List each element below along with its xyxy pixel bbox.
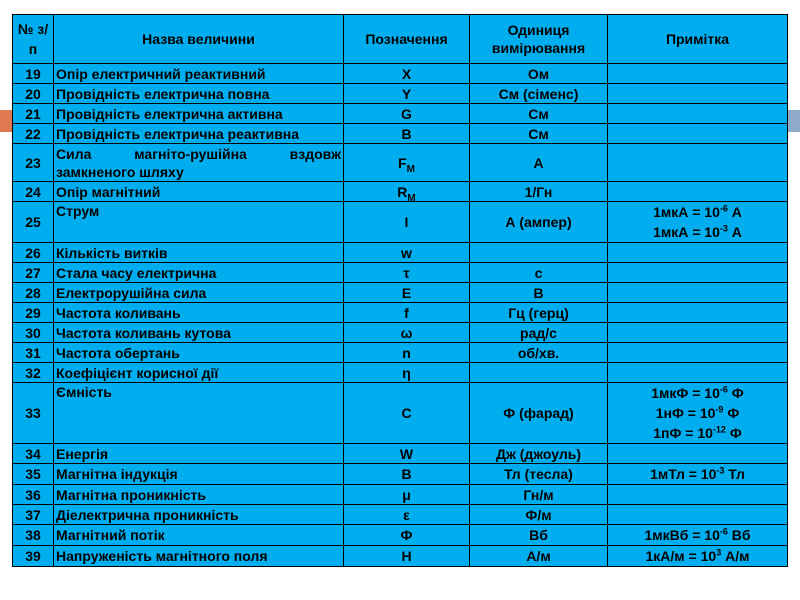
cell-unit xyxy=(470,243,608,263)
cell-symbol xyxy=(344,444,470,464)
table-row xyxy=(13,84,788,104)
note-line xyxy=(610,525,785,545)
cell-unit: об/хв. xyxy=(470,343,608,363)
cell-number: 31 xyxy=(13,343,54,363)
cell-unit: Тл (тесла) xyxy=(470,464,608,485)
cell-note xyxy=(608,182,788,202)
symbol-text: Ф xyxy=(400,527,413,543)
symbol-text: F xyxy=(398,154,407,171)
symbol-text: μ xyxy=(402,486,411,503)
cell-number: 38 xyxy=(13,525,54,546)
cell-unit xyxy=(470,363,608,383)
table-row xyxy=(13,444,788,464)
table-row xyxy=(13,323,788,343)
cell-unit: А/м xyxy=(470,546,608,567)
cell-symbol xyxy=(344,464,470,485)
symbol-text: G xyxy=(401,105,412,122)
cell-symbol xyxy=(344,303,470,323)
cell-number: 29 xyxy=(13,303,54,323)
cell-unit: Гц (герц) xyxy=(470,303,608,323)
note-suffix: А/м xyxy=(721,548,750,564)
note-exponent: 3 xyxy=(716,547,722,558)
note-suffix: А xyxy=(727,224,742,240)
note-line xyxy=(610,403,785,423)
cell-unit: См xyxy=(470,124,608,144)
cell-note xyxy=(608,104,788,124)
note-line xyxy=(610,383,785,403)
cell-unit: Гн/м xyxy=(470,485,608,505)
symbol-text: f xyxy=(404,304,409,321)
note-exponent: -6 xyxy=(719,526,728,537)
symbol-text: Y xyxy=(401,85,412,102)
cell-symbol xyxy=(344,363,470,383)
symbol-text: ε xyxy=(403,506,410,523)
cell-number: 28 xyxy=(13,283,54,303)
note-exponent: -3 xyxy=(719,223,728,234)
cell-name: Магнітний потік xyxy=(54,525,344,546)
cell-symbol xyxy=(344,505,470,525)
symbol-text: w xyxy=(401,244,412,261)
note-base: 1мкА = 10 xyxy=(653,204,720,220)
cell-number: 27 xyxy=(13,263,54,283)
table-row xyxy=(13,64,788,84)
table-row xyxy=(13,505,788,525)
cell-note xyxy=(608,303,788,323)
cell-symbol xyxy=(344,263,470,283)
note-base: 1нФ = 10 xyxy=(655,405,716,421)
cell-number: 36 xyxy=(13,485,54,505)
cell-symbol xyxy=(344,144,470,182)
cell-number: 37 xyxy=(13,505,54,525)
symbol-text: ω xyxy=(400,324,413,341)
header-unit: Одиниця вимірювання xyxy=(470,15,608,64)
cell-symbol xyxy=(344,104,470,124)
note-exponent: -3 xyxy=(716,465,725,476)
decorative-accent-right xyxy=(786,110,800,132)
header-symbol: Позначення xyxy=(344,15,470,64)
cell-name: Частота коливань xyxy=(54,303,344,323)
note-suffix: Вб xyxy=(727,527,751,543)
cell-name: Опір електричний реактивний xyxy=(54,64,344,84)
cell-number: 21 xyxy=(13,104,54,124)
table-row xyxy=(13,343,788,363)
cell-name: Магнітна індукція xyxy=(54,464,344,485)
note-line xyxy=(610,423,785,443)
cell-symbol xyxy=(344,124,470,144)
symbol-subscript: M xyxy=(407,192,416,204)
cell-note xyxy=(608,464,788,485)
cell-name: Частота обертань xyxy=(54,343,344,363)
cell-number: 32 xyxy=(13,363,54,383)
cell-unit: Ом xyxy=(470,64,608,84)
note-suffix: Тл xyxy=(724,466,745,482)
table-row xyxy=(13,243,788,263)
cell-note xyxy=(608,283,788,303)
note-exponent: -12 xyxy=(712,424,726,435)
cell-name: Електрорушійна сила xyxy=(54,283,344,303)
cell-note xyxy=(608,383,788,444)
table-row xyxy=(13,182,788,202)
cell-number: 24 xyxy=(13,182,54,202)
cell-number: 33 xyxy=(13,383,54,444)
cell-symbol xyxy=(344,182,470,202)
cell-note xyxy=(608,505,788,525)
cell-symbol xyxy=(344,323,470,343)
cell-unit: Ф (фарад) xyxy=(470,383,608,444)
symbol-text: R xyxy=(397,183,408,200)
cell-number: 22 xyxy=(13,124,54,144)
note-line xyxy=(610,464,785,484)
cell-note xyxy=(608,343,788,363)
cell-note xyxy=(608,323,788,343)
table-row xyxy=(13,283,788,303)
note-base: 1пФ = 10 xyxy=(653,425,713,441)
cell-symbol xyxy=(344,485,470,505)
cell-name: Коефіцієнт корисної дії xyxy=(54,363,344,383)
cell-name: Ємність xyxy=(54,383,344,444)
cell-unit: Дж (джоуль) xyxy=(470,444,608,464)
symbol-text: η xyxy=(402,364,411,381)
note-line xyxy=(610,546,785,566)
cell-note xyxy=(608,144,788,182)
cell-unit: В xyxy=(470,283,608,303)
cell-note xyxy=(608,444,788,464)
cell-name: Кількість витків xyxy=(54,243,344,263)
symbol-text: W xyxy=(399,445,414,462)
cell-symbol xyxy=(344,243,470,263)
cell-note xyxy=(608,64,788,84)
note-suffix: Ф xyxy=(727,385,744,401)
cell-unit: с xyxy=(470,263,608,283)
cell-unit: См xyxy=(470,104,608,124)
cell-name: Опір магнітний xyxy=(54,182,344,202)
cell-note xyxy=(608,263,788,283)
cell-unit: А (ампер) xyxy=(470,202,608,243)
header-name: Назва величини xyxy=(54,15,344,64)
note-base: 1мкФ = 10 xyxy=(651,385,720,401)
cell-unit: 1/Гн xyxy=(470,182,608,202)
note-suffix: Ф xyxy=(725,425,742,441)
note-suffix: Ф xyxy=(723,405,740,421)
table-row xyxy=(13,144,788,182)
cell-name: Стала часу електрична xyxy=(54,263,344,283)
cell-unit: Вб xyxy=(470,525,608,546)
cell-unit: A xyxy=(470,144,608,182)
cell-symbol xyxy=(344,64,470,84)
table-row xyxy=(13,485,788,505)
note-line xyxy=(610,202,785,222)
symbol-text: B xyxy=(401,466,412,482)
cell-note xyxy=(608,84,788,104)
cell-symbol xyxy=(344,202,470,243)
cell-number: 39 xyxy=(13,546,54,567)
note-base: 1мТл = 10 xyxy=(650,466,717,482)
note-exponent: -6 xyxy=(719,203,728,214)
cell-symbol xyxy=(344,283,470,303)
table-row xyxy=(13,546,788,567)
symbol-text: B xyxy=(401,125,412,142)
cell-note xyxy=(608,243,788,263)
symbol-text: n xyxy=(402,344,411,361)
note-base: 1мкВб = 10 xyxy=(644,527,720,543)
cell-name: Енергія xyxy=(54,444,344,464)
cell-name: Сила магніто-рушійна вздовж замкненого шляху xyxy=(54,144,344,182)
cell-number: 34 xyxy=(13,444,54,464)
table-row xyxy=(13,383,788,444)
table-row xyxy=(13,263,788,283)
note-exponent: -6 xyxy=(719,384,728,395)
table-header-row xyxy=(13,15,788,64)
cell-name: Магнітна проникність xyxy=(54,485,344,505)
header-number: № з/п xyxy=(13,15,54,64)
cell-symbol xyxy=(344,343,470,363)
cell-unit: См (сіменс) xyxy=(470,84,608,104)
cell-name: Діелектрична проникність xyxy=(54,505,344,525)
cell-number: 30 xyxy=(13,323,54,343)
cell-note xyxy=(608,546,788,567)
cell-number: 23 xyxy=(13,144,54,182)
note-base: 1мкА = 10 xyxy=(653,224,720,240)
cell-number: 25 xyxy=(13,202,54,243)
symbol-text: H xyxy=(401,548,412,564)
symbol-text: X xyxy=(401,65,412,82)
symbol-text: E xyxy=(401,284,412,301)
cell-note xyxy=(608,124,788,144)
table-body xyxy=(13,64,788,567)
note-line xyxy=(610,222,785,242)
cell-number: 26 xyxy=(13,243,54,263)
cell-name: Частота коливань кутова xyxy=(54,323,344,343)
table-row xyxy=(13,124,788,144)
cell-symbol xyxy=(344,525,470,546)
cell-name: Струм xyxy=(54,202,344,243)
cell-note xyxy=(608,525,788,546)
cell-symbol xyxy=(344,546,470,567)
cell-symbol xyxy=(344,84,470,104)
table-row xyxy=(13,303,788,323)
cell-note xyxy=(608,485,788,505)
symbol-text: I xyxy=(404,214,409,230)
table-row xyxy=(13,464,788,485)
cell-unit: Ф/м xyxy=(470,505,608,525)
cell-note xyxy=(608,363,788,383)
cell-name: Провідність електрична реактивна xyxy=(54,124,344,144)
symbol-text: C xyxy=(401,405,412,421)
symbol-text: τ xyxy=(403,264,410,281)
table-row xyxy=(13,104,788,124)
cell-name: Провідність електрична активна xyxy=(54,104,344,124)
table-row xyxy=(13,363,788,383)
quantities-table xyxy=(12,14,788,567)
cell-note xyxy=(608,202,788,243)
cell-number: 19 xyxy=(13,64,54,84)
table-row xyxy=(13,525,788,546)
note-suffix: А xyxy=(727,204,742,220)
symbol-subscript: M xyxy=(406,163,415,175)
note-exponent: -9 xyxy=(715,404,724,415)
cell-name: Напруженість магнітного поля xyxy=(54,546,344,567)
cell-symbol xyxy=(344,383,470,444)
cell-number: 35 xyxy=(13,464,54,485)
cell-number: 20 xyxy=(13,84,54,104)
cell-unit: рад/с xyxy=(470,323,608,343)
cell-name: Провідність електрична повна xyxy=(54,84,344,104)
note-base: 1кА/м = 10 xyxy=(645,548,717,564)
header-note: Примітка xyxy=(608,15,788,64)
table-row xyxy=(13,202,788,243)
decorative-accent-left xyxy=(0,110,12,132)
